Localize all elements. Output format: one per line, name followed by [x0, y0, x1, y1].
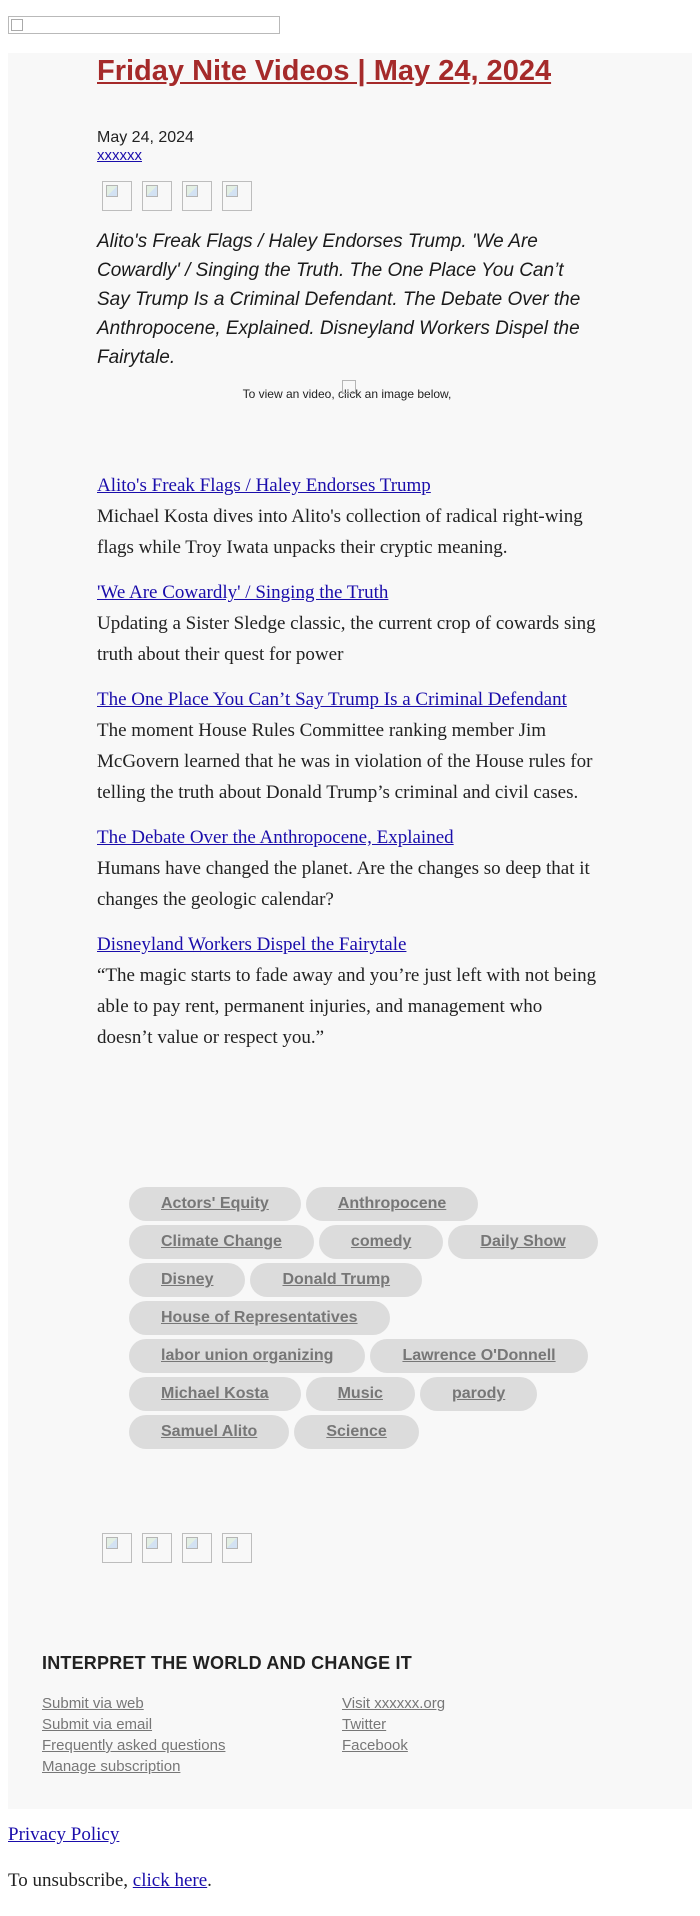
share-icon[interactable]	[222, 1533, 252, 1563]
article-list	[97, 470, 597, 1067]
share-icons-top	[102, 181, 607, 211]
tag-link[interactable]: parody	[420, 1377, 537, 1411]
tag-link[interactable]: Disney	[129, 1263, 245, 1297]
tag-link[interactable]: Michael Kosta	[129, 1377, 301, 1411]
unsubscribe-suffix: .	[207, 1870, 212, 1891]
privacy-policy-link[interactable]: Privacy Policy	[8, 1824, 120, 1845]
manage-subscription-link[interactable]: Manage subscription	[42, 1758, 181, 1775]
article-title-link[interactable]: 'We Are Cowardly' / Singing the Truth	[97, 582, 389, 603]
share-icon[interactable]	[182, 181, 212, 211]
article-description: Michael Kosta dives into Alito's collection of radical right-wing flags while Troy Iwata unpacks their cryptic meaning.	[97, 506, 583, 558]
article-description: Updating a Sister Sledge classic, the current crop of cowards sing truth about their quest for power	[97, 613, 596, 665]
tag-link[interactable]: Music	[306, 1377, 415, 1411]
share-icon[interactable]	[102, 181, 132, 211]
faq-link[interactable]: Frequently asked questions	[42, 1737, 226, 1754]
share-icon[interactable]	[102, 1533, 132, 1563]
article-title-link[interactable]: The Debate Over the Anthropocene, Explained	[97, 827, 454, 848]
footer-links	[42, 1693, 642, 1777]
tag-link[interactable]: House of Representatives	[129, 1301, 390, 1335]
view-video-note-text: To view an video, click an image below,	[242, 387, 452, 401]
article-description: “The magic starts to fade away and you’re just left with not being able to pay rent, permanent injuries, and management who doesn’t value or respect you.”	[97, 965, 597, 1048]
list-item	[97, 822, 597, 915]
article-description: Humans have changed the planet. Are the changes so deep that it changes the geologic calendar?	[97, 858, 590, 910]
submit-web-link[interactable]: Submit via web	[42, 1695, 144, 1712]
author-link[interactable]: xxxxxx	[97, 147, 142, 164]
list-item	[97, 577, 597, 670]
article-description: The moment House Rules Committee ranking member Jim McGovern learned that he was in violation of the House rules for telling the truth about Donald Trump’s criminal and civil cases.	[97, 720, 593, 803]
list-item	[97, 470, 597, 563]
issue-summary: Alito's Freak Flags / Haley Endorses Trump. 'We Are Cowardly' / Singing the Truth. The One Place You Can’t Say Trump Is a Criminal Defendant. The Debate Over the Anthropocene, Explained. Disneyland Workers Dispel the Fairytale.	[97, 231, 581, 368]
tag-list	[129, 1187, 599, 1449]
twitter-link[interactable]: Twitter	[342, 1716, 387, 1733]
share-icon[interactable]	[142, 1533, 172, 1563]
visit-site-link[interactable]: Visit xxxxxx.org	[342, 1695, 446, 1712]
share-icon[interactable]	[142, 181, 172, 211]
tag-link[interactable]: Actors' Equity	[129, 1187, 301, 1221]
newsletter-logo-image	[8, 16, 280, 34]
footer-heading: INTERPRET THE WORLD AND CHANGE IT	[42, 1653, 412, 1673]
article-title-link[interactable]: Disneyland Workers Dispel the Fairytale	[97, 934, 407, 955]
article-title-link[interactable]: Alito's Freak Flags / Haley Endorses Trump	[97, 475, 431, 496]
share-icons-bottom	[102, 1533, 252, 1563]
tag-link[interactable]: Climate Change	[129, 1225, 314, 1259]
footer-column-left	[42, 1693, 342, 1777]
footer-column-right	[342, 1693, 642, 1777]
list-item	[97, 684, 597, 808]
unsubscribe-link[interactable]: click here	[132, 1870, 208, 1891]
tag-link[interactable]: labor union organizing	[129, 1339, 365, 1373]
video-thumbnail-image[interactable]	[342, 380, 356, 394]
submit-email-link[interactable]: Submit via email	[42, 1716, 153, 1733]
tag-link[interactable]: Daily Show	[448, 1225, 597, 1259]
page-title-link[interactable]: Friday Nite Videos | May 24, 2024	[97, 55, 552, 87]
facebook-link[interactable]: Facebook	[342, 1737, 408, 1754]
article-title-link[interactable]: The One Place You Can’t Say Trump Is a Criminal Defendant	[97, 689, 567, 710]
tag-link[interactable]: Anthropocene	[306, 1187, 478, 1221]
tag-link[interactable]: Donald Trump	[250, 1263, 422, 1297]
view-video-note	[97, 384, 597, 404]
tag-link[interactable]: Science	[294, 1415, 418, 1449]
unsubscribe-line	[8, 1870, 212, 1892]
tag-link[interactable]: comedy	[319, 1225, 443, 1259]
tag-link[interactable]: Lawrence O'Donnell	[370, 1339, 587, 1373]
share-icon[interactable]	[222, 181, 252, 211]
tag-link[interactable]: Samuel Alito	[129, 1415, 289, 1449]
share-icon[interactable]	[182, 1533, 212, 1563]
unsubscribe-prefix: To unsubscribe,	[8, 1870, 133, 1891]
newsletter-header	[97, 53, 607, 404]
list-item	[97, 929, 597, 1053]
publish-date: May 24, 2024	[97, 129, 194, 146]
